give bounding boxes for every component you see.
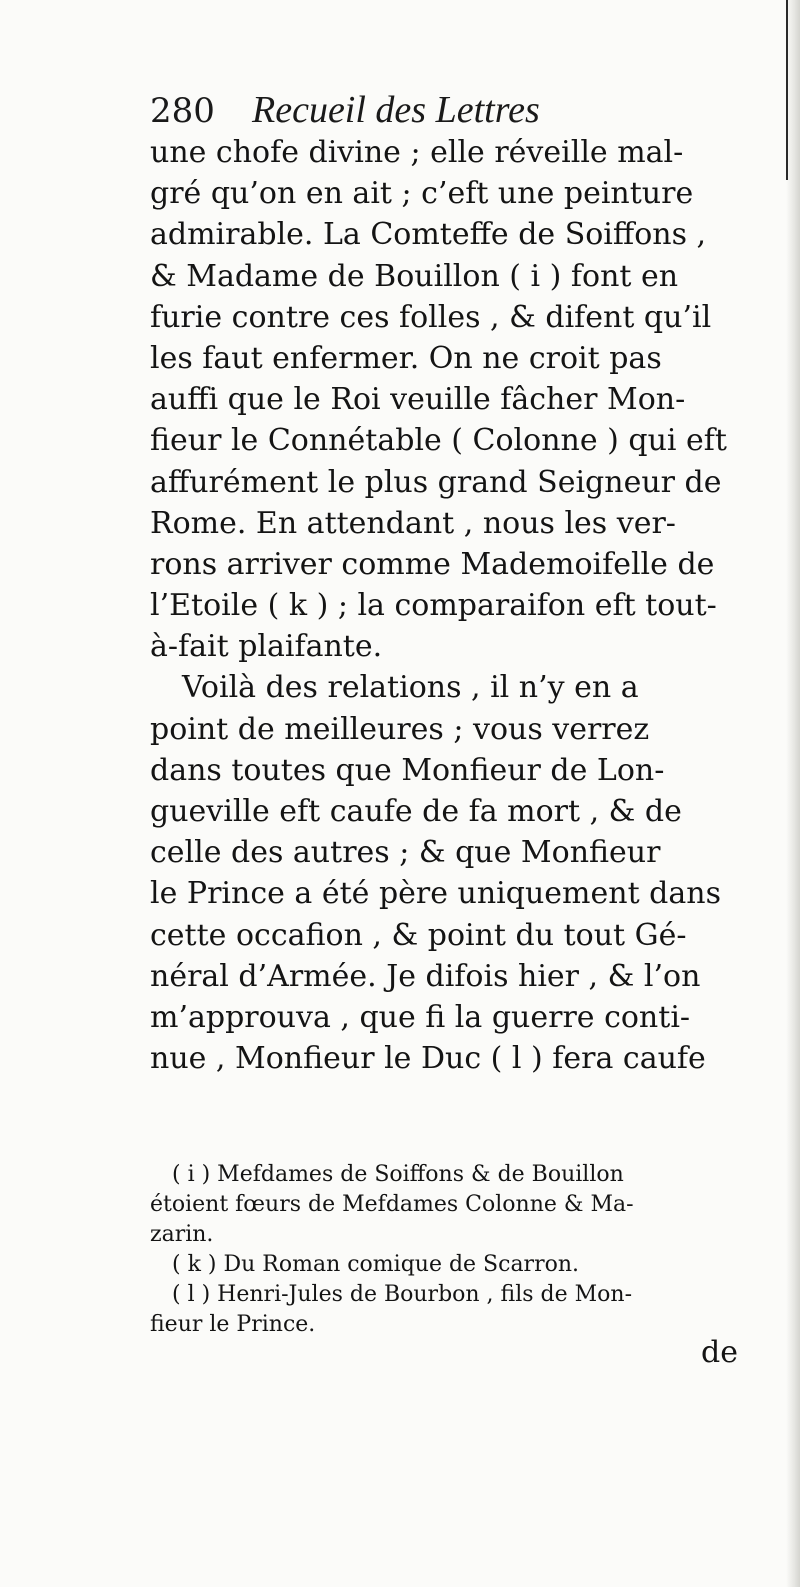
footnote-line: ( i ) Mefdames de Soiffons & de Bouillon: [172, 1162, 624, 1187]
text-line: cette occafion , & point du tout Gé-: [150, 917, 687, 953]
footnote-line: fieur le Prince.: [150, 1312, 316, 1337]
footnote-line: étoient fœurs de Mefdames Colonne & Ma-: [150, 1192, 634, 1217]
catchword: de: [701, 1335, 738, 1370]
body-text: [120, 132, 772, 1079]
text-line: à-fait plaifante.: [150, 629, 383, 665]
footnote-line: ( l ) Henri-Jules de Bourbon , fils de Mon-: [172, 1282, 633, 1307]
text-line: affurément le plus grand Seigneur de: [150, 464, 722, 500]
text-line: gré qu’on en ait ; c’eft une peinture: [150, 176, 694, 212]
text-line: gueville eft caufe de fa mort , & de: [150, 794, 682, 829]
footnote-line: ( k ) Du Roman comique de Scarron.: [172, 1252, 579, 1277]
text-line: celle des autres ; & que Monfieur: [150, 835, 661, 871]
text-line: & Madame de Bouillon ( i ) font en: [150, 258, 679, 294]
page-edge: [786, 0, 800, 1587]
footnotes: [150, 1160, 770, 1340]
text-line: furie contre ces folles , & difent qu’il: [150, 299, 712, 335]
text-line: le Prince a été père uniquement dans: [150, 876, 721, 912]
running-title: Recueil des Lettres: [252, 89, 540, 131]
text-line: néral d’Armée. Je difois hier , & l’on: [150, 958, 701, 994]
text-line: Voilà des relations , il n’y en a: [182, 670, 639, 706]
text-line: m’approuva , que fi la guerre conti-: [150, 999, 691, 1035]
text-line: dans toutes que Monfieur de Lon-: [150, 752, 665, 788]
text-line: une chofe divine ; elle réveille mal-: [150, 135, 684, 170]
text-line: auffi que le Roi veuille fâcher Mon-: [150, 382, 686, 418]
text-line: fieur le Connétable ( Colonne ) qui eft: [150, 423, 727, 459]
footnote-line: zarin.: [150, 1222, 214, 1247]
text-line: Rome. En attendant , nous les ver-: [150, 505, 676, 541]
page-edge-line: [786, 0, 788, 180]
page-header: [150, 88, 540, 138]
text-line: l’Etoile ( k ) ; la comparaifon eft tout-: [150, 588, 717, 624]
text-line: admirable. La Comteffe de Soiffons ,: [150, 217, 707, 253]
page-number: 280: [150, 91, 215, 131]
text-line: rons arriver comme Mademoifelle de: [150, 546, 715, 582]
text-line: nue , Monfieur le Duc ( l ) fera caufe: [150, 1041, 706, 1077]
text-line: point de meilleures ; vous verrez: [150, 711, 650, 747]
text-line: les faut enfermer. On ne croit pas: [150, 340, 662, 376]
